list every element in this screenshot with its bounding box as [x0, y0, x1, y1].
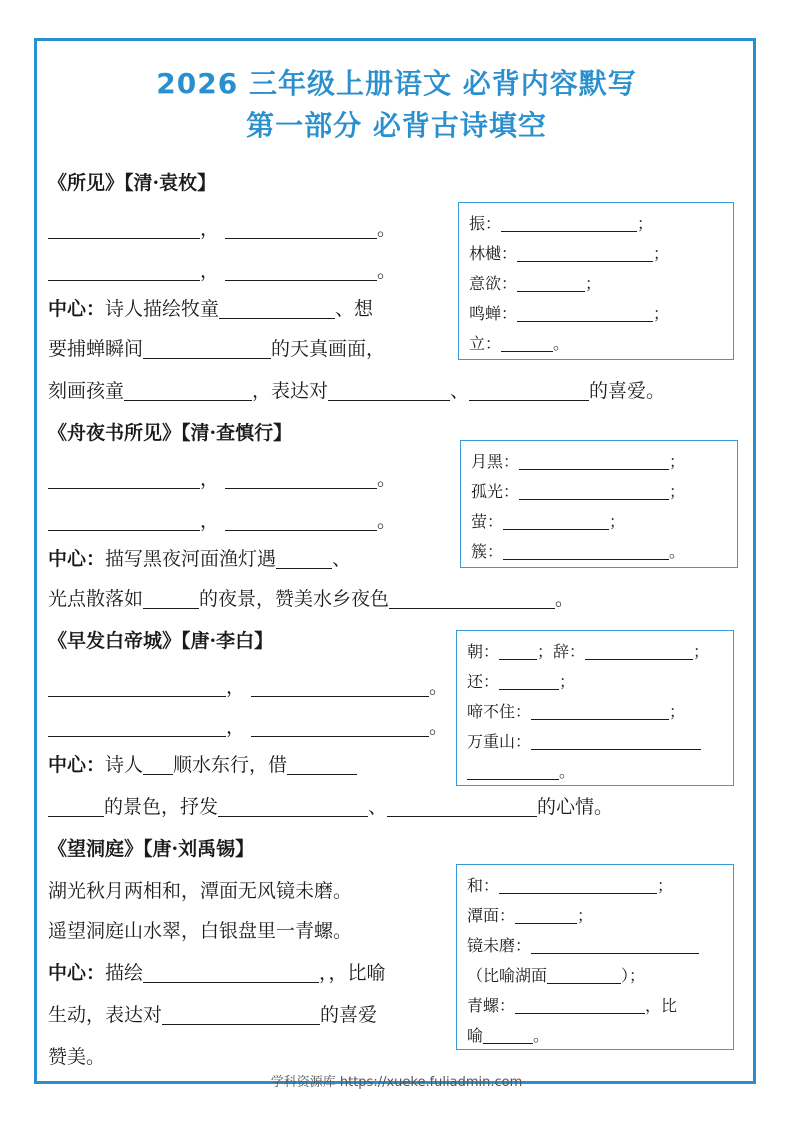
center-line: 要捕蝉瞬间 的天真画面， — [48, 338, 386, 360]
blank-field[interactable] — [219, 300, 335, 319]
blank-field[interactable] — [276, 550, 332, 569]
blank-field[interactable] — [287, 756, 357, 775]
word-explain-box: 月黑： ； 孤光： ； 萤： ； 簇： 。 — [460, 440, 738, 568]
blank-field[interactable] — [143, 340, 271, 359]
blank-field[interactable] — [499, 643, 537, 660]
blank-field[interactable] — [469, 382, 589, 401]
blank-field[interactable] — [225, 512, 377, 531]
blank-field[interactable] — [162, 1006, 320, 1025]
blank-field[interactable] — [499, 877, 657, 894]
blank-field[interactable] — [143, 756, 173, 775]
blank-field[interactable] — [48, 220, 200, 239]
blank-field[interactable] — [389, 590, 555, 609]
page-subtitle: 第一部分 必背古诗填空 — [246, 109, 547, 142]
blank-field[interactable] — [503, 513, 609, 530]
blank-field[interactable] — [251, 678, 429, 697]
blank-field[interactable] — [48, 470, 200, 489]
blank-field[interactable] — [328, 382, 450, 401]
poem-text-line: 遥望洞庭山水翠，白银盘里一青螺。 — [48, 920, 353, 942]
blank-field[interactable] — [585, 643, 693, 660]
blank-field[interactable] — [503, 543, 669, 560]
blank-field[interactable] — [48, 718, 226, 737]
blank-field[interactable] — [499, 673, 559, 690]
recite-line: ， 。 — [48, 256, 396, 283]
blank-field[interactable] — [225, 262, 377, 281]
blank-field[interactable] — [48, 262, 200, 281]
recite-line: ， 。 — [48, 464, 396, 491]
recite-line: ， 。 — [48, 672, 448, 699]
blank-field[interactable] — [48, 512, 200, 531]
blank-field[interactable] — [515, 997, 645, 1014]
blank-field[interactable] — [218, 798, 368, 817]
word-explain-box: 和： ； 潭面： ； 镜未磨： （比喻湖面 ）； 青螺： ，比 喻 。 — [456, 864, 734, 1050]
poem-title-zhouye: 《舟夜书所见》【清·查慎行】 — [48, 422, 293, 444]
blank-field[interactable] — [143, 964, 319, 983]
blank-field[interactable] — [501, 335, 553, 352]
blank-field[interactable] — [225, 470, 377, 489]
blank-field[interactable] — [531, 733, 701, 750]
recite-line: ， 。 — [48, 506, 396, 533]
blank-field[interactable] — [519, 453, 669, 470]
poem-text-line: 湖光秋月两相和，潭面无风镜未磨。 — [48, 880, 353, 902]
word-explain-box: 振： ； 林樾： ； 意欲： ； 鸣蝉： ； 立： 。 — [458, 202, 734, 360]
center-line: 刻画孩童 ，表达对 、 的喜爱。 — [48, 380, 666, 402]
center-label: 中心： — [48, 298, 106, 320]
center-line: 赞美。 — [48, 1046, 106, 1068]
footer-watermark: 学科资源库 https://xueke.fuliadmin.com — [270, 1075, 523, 1090]
page-title: 2026 三年级上册语文 必背内容默写 — [156, 67, 637, 100]
center-line: 光点散落如 的夜景，赞美水乡夜色 。 — [48, 588, 575, 610]
poem-title-wangdongting: 《望洞庭》【唐·刘禹锡】 — [48, 838, 255, 860]
blank-field[interactable] — [124, 382, 252, 401]
blank-field[interactable] — [531, 703, 669, 720]
blank-field[interactable] — [251, 718, 429, 737]
blank-field[interactable] — [387, 798, 537, 817]
blank-field[interactable] — [515, 907, 577, 924]
blank-field[interactable] — [517, 275, 585, 292]
recite-line: ， 。 — [48, 214, 396, 241]
blank-field[interactable] — [517, 305, 653, 322]
center-line: 中心：诗人 顺水东行，借 — [48, 750, 357, 777]
poem-title-suojian: 《所见》【清·袁枚】 — [48, 172, 217, 194]
center-line: 中心：诗人描绘牧童 、想 — [48, 298, 374, 320]
recite-line: ， 。 — [48, 712, 448, 739]
center-line: 中心：描写黑夜河面渔灯遇 、 — [48, 548, 352, 570]
blank-field[interactable] — [48, 798, 104, 817]
center-line: 生动，表达对 的喜爱 — [48, 1004, 378, 1026]
blank-field[interactable] — [519, 483, 669, 500]
word-explain-box: 朝： ；辞： ； 还： ； 啼不住： ； 万重山： 。 — [456, 630, 734, 786]
blank-field[interactable] — [467, 763, 559, 780]
blank-field[interactable] — [517, 245, 653, 262]
poem-title-zaofa: 《早发白帝城》【唐·李白】 — [48, 630, 274, 652]
blank-field[interactable] — [501, 215, 637, 232]
center-line: 中心：描绘 ，，比喻 — [48, 962, 386, 984]
blank-field[interactable] — [225, 220, 377, 239]
center-line: 的景色，抒发 、 的心情。 — [48, 792, 613, 819]
blank-field[interactable] — [547, 967, 621, 984]
blank-field[interactable] — [48, 678, 226, 697]
blank-field[interactable] — [143, 590, 199, 609]
blank-field[interactable] — [531, 937, 699, 954]
blank-field[interactable] — [483, 1027, 533, 1044]
